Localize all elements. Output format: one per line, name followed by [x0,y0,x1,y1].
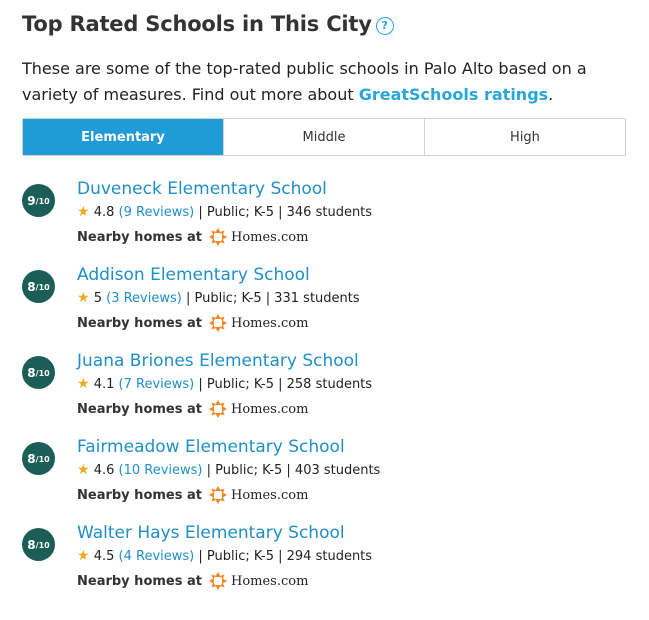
school-body [77,264,360,350]
nearby-homes [77,227,372,247]
greatschools-ratings-link[interactable]: GreatSchools ratings [358,85,549,104]
reviews-link[interactable]: (9 Reviews) [118,205,195,220]
rating-badge [22,528,55,561]
school-name-link[interactable]: Fairmeadow Elementary School [77,437,345,457]
nearby-homes [77,399,372,419]
rating-value: 8 [27,537,36,552]
homes-link[interactable] [208,571,308,591]
rating-denominator: /10 [35,541,50,550]
school-body [77,178,372,264]
rating-badge [22,184,55,217]
school-body [77,436,380,522]
intro-suffix: . [548,85,554,104]
page-title: Top Rated Schools in This City [22,12,372,36]
homes-brand: Homes.com [231,229,309,245]
intro-paragraph [22,56,622,108]
star-rating: 4.5 [93,549,115,564]
nearby-homes [77,571,372,591]
homes-brand: Homes.com [231,573,309,589]
nearby-label: Nearby homes at [77,573,202,589]
homes-logo-icon [208,399,228,419]
nearby-label: Nearby homes at [77,315,202,331]
school-details: | Public; K-5 | 346 students [198,205,373,220]
star-icon: ★ [77,290,90,306]
rating-value: 8 [27,279,36,294]
rating-denominator: /10 [35,455,50,464]
nearby-homes [77,485,380,505]
school-list [22,178,627,608]
reviews-link[interactable]: (10 Reviews) [118,463,203,478]
school-details: | Public; K-5 | 403 students [206,463,381,478]
school-meta [77,461,380,480]
homes-logo-icon [208,313,228,333]
reviews-link[interactable]: (7 Reviews) [118,377,195,392]
school-details: | Public; K-5 | 294 students [198,549,373,564]
rating-badge [22,356,55,389]
school-meta [77,289,360,308]
tab-middle[interactable]: Middle [223,119,424,155]
homes-link[interactable] [208,485,308,505]
school-name-link[interactable]: Juana Briones Elementary School [77,351,359,371]
homes-brand: Homes.com [231,487,309,503]
homes-logo-icon [208,571,228,591]
homes-link[interactable] [208,227,308,247]
rating-denominator: /10 [35,283,50,292]
school-item [22,350,627,436]
rating-value: 8 [27,451,36,466]
school-meta [77,375,372,394]
school-details: | Public; K-5 | 331 students [185,291,360,306]
homes-link[interactable] [208,399,308,419]
star-icon: ★ [77,462,90,478]
rating-denominator: /10 [35,369,50,378]
nearby-label: Nearby homes at [77,487,202,503]
rating-value: 8 [27,365,36,380]
school-level-tabs [22,118,626,156]
school-details: | Public; K-5 | 258 students [198,377,373,392]
star-rating: 4.8 [93,205,115,220]
reviews-link[interactable]: (4 Reviews) [118,549,195,564]
rating-badge [22,442,55,475]
rating-denominator: /10 [35,197,50,206]
title-row [22,0,627,40]
school-item [22,178,627,264]
homes-brand: Homes.com [231,315,309,331]
star-rating: 5 [93,291,102,306]
homes-logo-icon [208,227,228,247]
tab-elementary[interactable]: Elementary [23,119,223,155]
homes-brand: Homes.com [231,401,309,417]
school-name-link[interactable]: Addison Elementary School [77,265,310,285]
nearby-label: Nearby homes at [77,401,202,417]
school-meta [77,547,372,566]
intro-text: These are some of the top-rated public schools in Palo Alto based on a variety of measures. Find out more about [22,59,587,104]
reviews-link[interactable]: (3 Reviews) [106,291,182,306]
school-body [77,522,372,608]
star-rating: 4.6 [93,463,115,478]
nearby-homes [77,313,360,333]
school-name-link[interactable]: Duveneck Elementary School [77,179,327,199]
homes-link[interactable] [208,313,308,333]
school-name-link[interactable]: Walter Hays Elementary School [77,523,345,543]
school-body [77,350,372,436]
nearby-label: Nearby homes at [77,229,202,245]
rating-badge [22,270,55,303]
school-item [22,436,627,522]
school-item [22,522,627,608]
school-meta [77,203,372,222]
star-rating: 4.1 [93,377,115,392]
star-icon: ★ [77,548,90,564]
star-icon: ★ [77,376,90,392]
star-icon: ★ [77,204,90,220]
tab-high[interactable]: High [424,119,625,155]
rating-value: 9 [27,193,36,208]
help-circle-icon[interactable]: ? [376,17,394,35]
school-item [22,264,627,350]
homes-logo-icon [208,485,228,505]
